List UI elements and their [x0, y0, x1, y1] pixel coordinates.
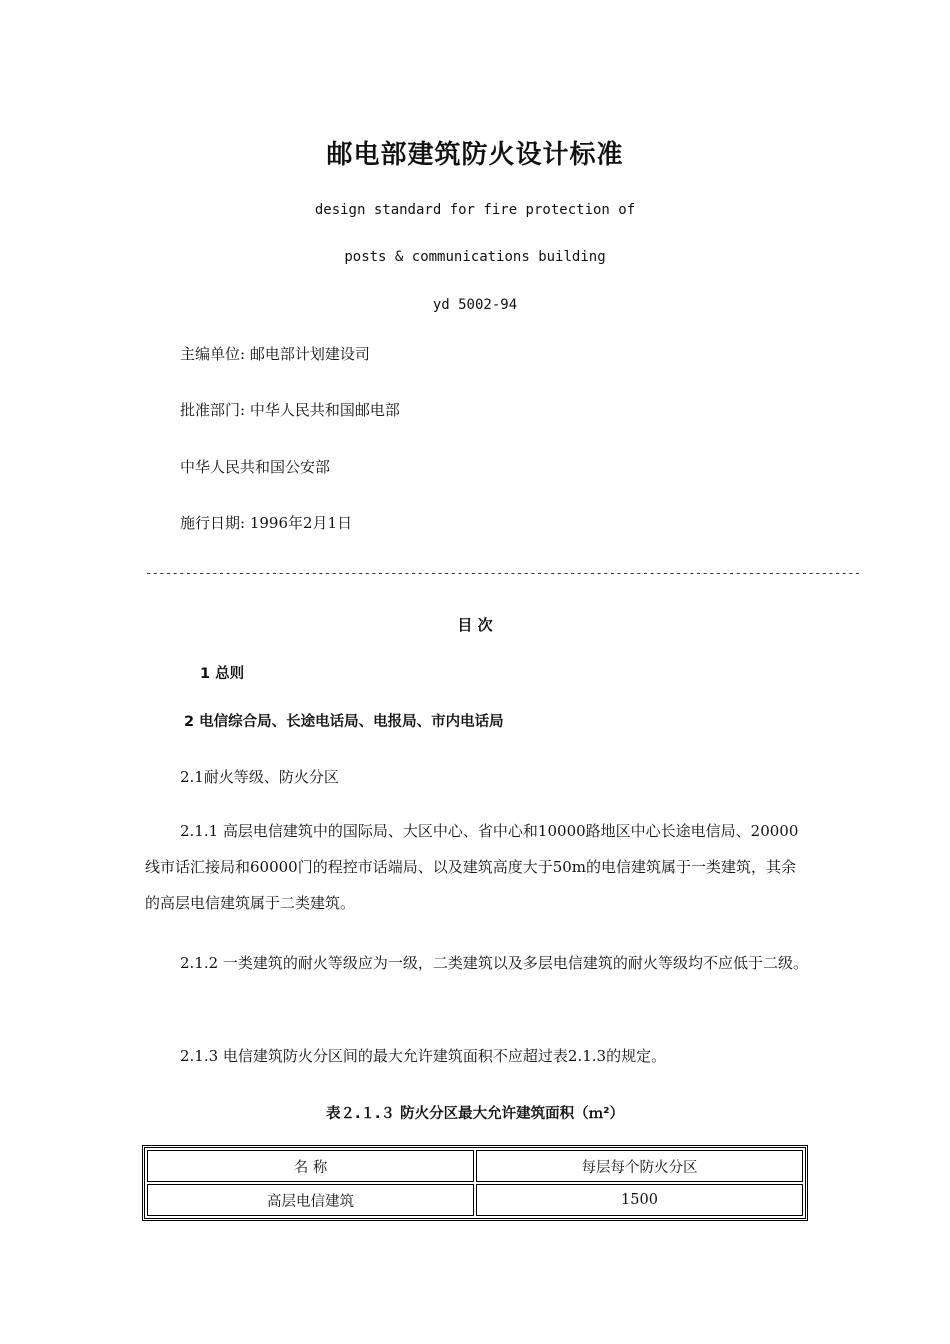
table-header-cell: 名 称	[147, 1150, 474, 1182]
effective-date: 施行日期: 1996年2月1日	[180, 514, 353, 532]
paragraph-2-1-1: 2.1.1 高层电信建筑中的国际局、大区中心、省中心和10000路地区中心长途电信局、20000线市话汇接局和60000门的程控市话端局、以及建筑高度大于50m的电信建筑属于一类建筑，其余的高层电信建筑属于二类建筑。	[145, 822, 799, 912]
table-header-cell: 每层每个防火分区	[476, 1150, 803, 1182]
table-cell: 高层电信建筑	[147, 1184, 474, 1216]
document-title: 邮电部建筑防火设计标准	[326, 140, 624, 170]
standard-code: yd 5002-94	[432, 297, 518, 313]
table-header-row	[147, 1150, 803, 1182]
editor-unit: 主编单位: 邮电部计划建设司	[180, 345, 370, 363]
english-title-line-1: design standard for fire protection of	[314, 202, 636, 218]
english-title-line-2: posts & communications building	[344, 249, 606, 265]
table-row	[147, 1184, 803, 1216]
paragraph-2-1-3: 2.1.3 电信建筑防火分区间的最大允许建筑面积不应超过表2.1.3的规定。	[180, 1047, 667, 1065]
paragraph-2-1-2: 2.1.2 一类建筑的耐火等级应为一级，二类建筑以及多层电信建筑的耐火等级均不应低于二级。	[180, 954, 808, 972]
toc-item-general: 1 总则	[200, 666, 245, 682]
divider-line: ------------------------------------------------------------------------------------------------------------	[145, 566, 861, 580]
section-2-1-heading: 2.1耐火等级、防火分区	[180, 768, 339, 786]
toc-item-telecom: 2 电信综合局、长途电话局、电报局、市内电话局	[184, 714, 504, 730]
approving-department: 批准部门: 中华人民共和国邮电部	[180, 401, 400, 419]
table-caption: 表２.１.３ 防火分区最大允许建筑面积（ｍ²）	[326, 1106, 624, 1122]
approving-department-2: 中华人民共和国公安部	[180, 458, 331, 476]
toc-heading: 目 次	[457, 616, 493, 634]
table-cell: 1500	[476, 1184, 803, 1216]
fire-zone-area-table	[142, 1145, 808, 1221]
